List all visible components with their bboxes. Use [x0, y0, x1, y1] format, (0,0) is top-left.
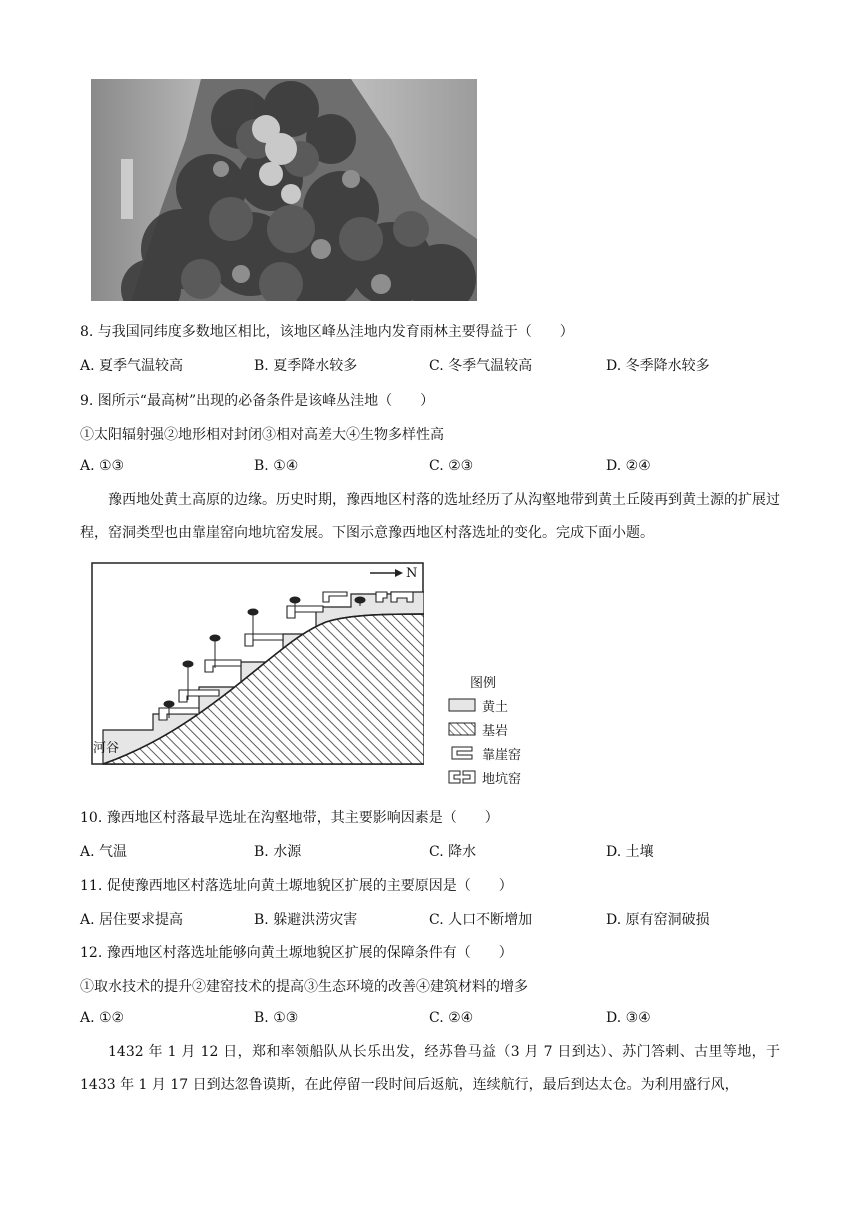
question-12-stem: 12. 豫西地区村落选址能够向黄土塬地貌区扩展的保障条件有（ ）	[80, 945, 513, 961]
q8-option-d[interactable]: D. 冬季降水较多	[606, 358, 710, 374]
q8-option-b[interactable]: B. 夏季降水较多	[254, 358, 358, 374]
q12-option-a[interactable]: A. ①②	[80, 1010, 125, 1026]
q11-option-a[interactable]: A. 居住要求提高	[80, 912, 184, 928]
cliff-cave-icon	[448, 746, 476, 760]
q10-option-d[interactable]: D. 土壤	[606, 844, 654, 860]
q12-option-b[interactable]: B. ①③	[254, 1010, 299, 1026]
legend-title: 图例	[470, 676, 497, 691]
q9-option-d[interactable]: D. ②④	[606, 458, 651, 474]
question-10-stem: 10. 豫西地区村落最早选址在沟壑地带，其主要影响因素是（ ）	[80, 810, 499, 826]
q12-conditions: ①取水技术的提升②建窑技术的提高③生态环境的改善④建筑材料的增多	[80, 979, 528, 995]
q12-option-d[interactable]: D. ③④	[606, 1010, 651, 1026]
question-9-stem: 9. 图所示“最高树”出现的必备条件是该峰丛洼地（ ）	[80, 393, 435, 409]
bedrock-swatch-icon	[448, 722, 476, 736]
q9-option-c[interactable]: C. ②③	[429, 458, 474, 474]
village-siting-diagram	[91, 562, 424, 765]
rainforest-photo	[91, 79, 477, 301]
passage-zhenghe: 1432 年 1 月 12 日，郑和率领船队从长乐出发，经苏鲁马益（3 月 7 日到达）、苏门答剌、古里等地，于 1433 年 1 月 17 日到达忽鲁谟斯，在此停留一段时间后返航，连续航行，最后到达太仓。为利用盛行风，	[80, 1044, 780, 1093]
legend-item-cliff-cave: 靠崖窑	[448, 744, 521, 762]
q11-option-d[interactable]: D. 原有窑洞破损	[606, 912, 710, 928]
q10-option-b[interactable]: B. 水源	[254, 844, 302, 860]
valley-label: 河谷	[93, 741, 120, 756]
pit-cave-icon	[448, 770, 476, 784]
q11-option-c[interactable]: C. 人口不断增加	[429, 912, 533, 928]
q8-option-c[interactable]: C. 冬季气温较高	[429, 358, 533, 374]
q8-option-a[interactable]: A. 夏季气温较高	[80, 358, 184, 374]
legend-item-bedrock: 基岩	[448, 720, 508, 738]
question-11-stem: 11. 促使豫西地区村落选址向黄土塬地貌区扩展的主要原因是（ ）	[80, 878, 513, 894]
legend-item-loess: 黄土	[448, 696, 508, 714]
diagram-legend	[440, 672, 550, 792]
q9-option-b[interactable]: B. ①④	[254, 458, 299, 474]
q12-option-c[interactable]: C. ②④	[429, 1010, 474, 1026]
passage-yuxi: 豫西地处黄土高原的边缘。历史时期，豫西地区村落的选址经历了从沟壑地带到黄土丘陵再到黄土源的扩展过程，窑洞类型也由靠崖窑向地坑窑发展。下图示意豫西地区村落选址的变化。完成下面小题。	[80, 492, 780, 541]
q9-option-a[interactable]: A. ①③	[80, 458, 125, 474]
question-8-stem: 8. 与我国同纬度多数地区相比，该地区峰丛洼地内发育雨林主要得益于（ ）	[80, 324, 574, 340]
q10-option-c[interactable]: C. 降水	[429, 844, 477, 860]
q11-option-b[interactable]: B. 躲避洪涝灾害	[254, 912, 358, 928]
q10-option-a[interactable]: A. 气温	[80, 844, 128, 860]
loess-swatch-icon	[448, 698, 476, 712]
north-label: N	[406, 566, 418, 581]
q9-conditions: ①太阳辐射强②地形相对封闭③相对高差大④生物多样性高	[80, 427, 444, 443]
legend-item-pit-cave: 地坑窑	[448, 768, 521, 786]
